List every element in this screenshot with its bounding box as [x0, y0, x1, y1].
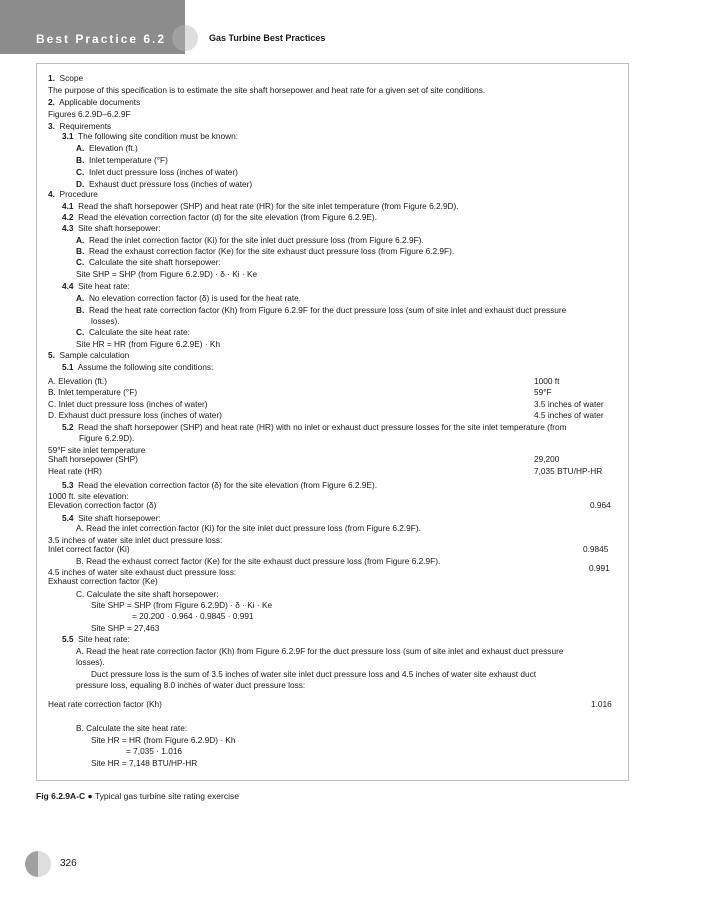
hr-cf-label: Heat rate correction factor (Kh)	[48, 699, 162, 709]
exhaust-loss-line: 4.5 inches of water site exhaust duct pressure loss:	[48, 567, 237, 577]
item-5-5: 5.5 Site heat rate:	[62, 634, 130, 644]
formula-site-shp: Site SHP = SHP (from Figure 6.2.9D) · δ · Ki · Ke	[76, 269, 258, 279]
condition-b-value: 59°F	[534, 387, 552, 397]
item-4-4-a: A. No elevation correction factor (δ) is used for the heat rate.	[76, 293, 302, 303]
item-5-4-b: B. Read the exhaust correct factor (Ke) for the site exhaust duct pressure loss (from Figure 6.2.9F).	[76, 556, 441, 566]
calc-shp-result: Site SHP = 27,463	[91, 623, 160, 633]
inlet-cf-value: 0.9845	[583, 544, 609, 554]
section-2-heading: 2. Applicable documents	[48, 97, 141, 107]
item-5-5-a-4: pressure loss, equaling 8.0 inches of water duct pressure loss:	[76, 680, 306, 690]
shp-label: Shaft horsepower (SHP)	[48, 454, 138, 464]
calc-hr-result: Site HR = 7,148 BTU/HP-HR	[91, 758, 198, 768]
item-3-1-c: C. Inlet duct pressure loss (inches of water)	[76, 167, 238, 177]
item-4-4-b-cont: losses).	[91, 316, 120, 326]
exhaust-cf-label: Exhaust correction factor (Ke)	[48, 576, 158, 586]
condition-c-label: C. Inlet duct pressure loss (inches of water)	[48, 399, 208, 409]
inlet-cf-label: Inlet correct factor (Ki)	[48, 544, 130, 554]
item-5-3: 5.3 Read the elevation correction factor (δ) for the site elevation (from Figure 6.2.9E).	[62, 480, 378, 490]
condition-c-value: 3.5 inches of water	[534, 399, 604, 409]
item-4-3-b: B. Read the exhaust correction factor (Ke) for the site exhaust duct pressure loss (from Figure 6.2.9F).	[76, 246, 455, 256]
condition-a-label: A. Elevation (ft.)	[48, 376, 108, 386]
item-4-4-b: B. Read the heat rate correction factor (Kh) from Figure 6.2.9F for the duct pressure loss (sum of site inlet and exhaust duct pressure	[76, 305, 567, 315]
running-title: Gas Turbine Best Practices	[209, 33, 326, 43]
item-5-4-c: C. Calculate the site shaft horsepower:	[76, 589, 219, 599]
condition-d-value: 4.5 inches of water	[534, 410, 604, 420]
item-4-4: 4.4 Site heat rate:	[62, 281, 130, 291]
footer-circle-ornament	[25, 851, 51, 877]
item-5-5-a-3: Duct pressure loss is the sum of 3.5 inches of water site inlet duct pressure loss and 4.5 inches of water site exhaust duct	[91, 669, 537, 679]
item-5-5-a-2: losses).	[76, 657, 105, 667]
section-4-heading: 4. Procedure	[48, 189, 98, 199]
elevation-cf-value: 0.964	[590, 500, 611, 510]
hr-value: 7,035 BTU/HP-HR	[534, 466, 603, 476]
item-5-4: 5.4 Site shaft horsepower:	[62, 513, 161, 523]
hr-label: Heat rate (HR)	[48, 466, 102, 476]
inlet-temp-line: 59°F site inlet temperature	[48, 445, 146, 455]
section-label: Best Practice 6.2	[36, 32, 167, 46]
hr-cf-value: 1.016	[591, 699, 612, 709]
item-4-4-c: C. Calculate the site heat rate:	[76, 327, 190, 337]
calc-shp-line-1: Site SHP = SHP (from Figure 6.2.9D) · δ · Ki · Ke	[91, 600, 273, 610]
calc-hr-line-1: Site HR = HR (from Figure 6.2.9D) · Kh	[91, 735, 236, 745]
calc-hr-line-2: = 7,035 · 1.016	[126, 746, 183, 756]
condition-b-label: B. Inlet temperature (°F)	[48, 387, 138, 397]
section-5-heading: 5. Sample calculation	[48, 350, 130, 360]
page-number: 326	[60, 858, 77, 869]
section-1-heading: 1. Scope	[48, 73, 84, 83]
item-4-3-c: C. Calculate the site shaft horsepower:	[76, 257, 221, 267]
item-3-1-a: A. Elevation (ft.)	[76, 143, 138, 153]
section-1-text: The purpose of this specification is to estimate the site shaft horsepower and heat rate for a given set of site conditions.	[48, 85, 486, 95]
elevation-cf-label: Elevation correction factor (δ)	[48, 500, 157, 510]
item-5-1: 5.1 Assume the following site conditions:	[62, 362, 214, 372]
caption-text: Typical gas turbine site rating exercise	[94, 791, 239, 801]
calc-shp-line-2: = 20.200 · 0.964 · 0.9845 · 0.991	[132, 611, 254, 621]
formula-site-hr: Site HR = HR (from Figure 6.2.9E) · Kh	[76, 339, 221, 349]
item-4-3: 4.3 Site shaft horsepower:	[62, 223, 161, 233]
condition-a-value: 1000 ft	[534, 376, 560, 386]
item-3-1-b: B. Inlet temperature (°F)	[76, 155, 168, 165]
exhaust-cf-value: 0.991	[589, 563, 610, 573]
figure-caption	[36, 791, 239, 801]
item-4-1: 4.1 Read the shaft horsepower (SHP) and heat rate (HR) for the site inlet temperature (from Figure 6.2.9D).	[62, 201, 459, 211]
condition-d-label: D. Exhaust duct pressure loss (inches of water)	[48, 410, 222, 420]
item-5-2-cont: Figure 6.2.9D).	[79, 433, 135, 443]
elevation-line: 1000 ft. site elevation:	[48, 491, 129, 501]
caption-label: Fig 6.2.9A-C	[36, 791, 86, 801]
item-5-4-a: A. Read the inlet correction factor (Ki) for the site inlet duct pressure loss (from Figure 6.2.9F).	[76, 523, 421, 533]
item-4-2: 4.2 Read the elevation correction factor (d) for the site elevation (from Figure 6.2.9E).	[62, 212, 378, 222]
caption-bullet: ●	[87, 791, 93, 801]
item-3-1: 3.1 The following site condition must be known:	[62, 131, 239, 141]
item-5-2: 5.2 Read the shaft horsepower (SHP) and heat rate (HR) with no inlet or exhaust duct pressure losses for the site inlet temperature (from	[62, 422, 567, 432]
item-5-5-b: B. Calculate the site heat rate:	[76, 723, 188, 733]
inlet-loss-line: 3.5 inches of water site inlet duct pressure loss:	[48, 535, 223, 545]
item-3-1-d: D. Exhaust duct pressure loss (inches of water)	[76, 179, 253, 189]
section-3-heading: 3. Requirements	[48, 121, 112, 131]
section-2-text: Figures 6.2.9D–6.2.9F	[48, 109, 131, 119]
item-4-3-a: A. Read the inlet correction factor (Ki) for the site inlet duct pressure loss (from Figure 6.2.9F).	[76, 235, 424, 245]
header-circle-ornament	[172, 25, 198, 51]
shp-value: 29,200	[534, 454, 560, 464]
item-5-5-a-1: A. Read the heat rate correction factor (Kh) from Figure 6.2.9F for the duct pressure loss (sum of site inlet and exhaust duct pressure	[76, 646, 564, 656]
